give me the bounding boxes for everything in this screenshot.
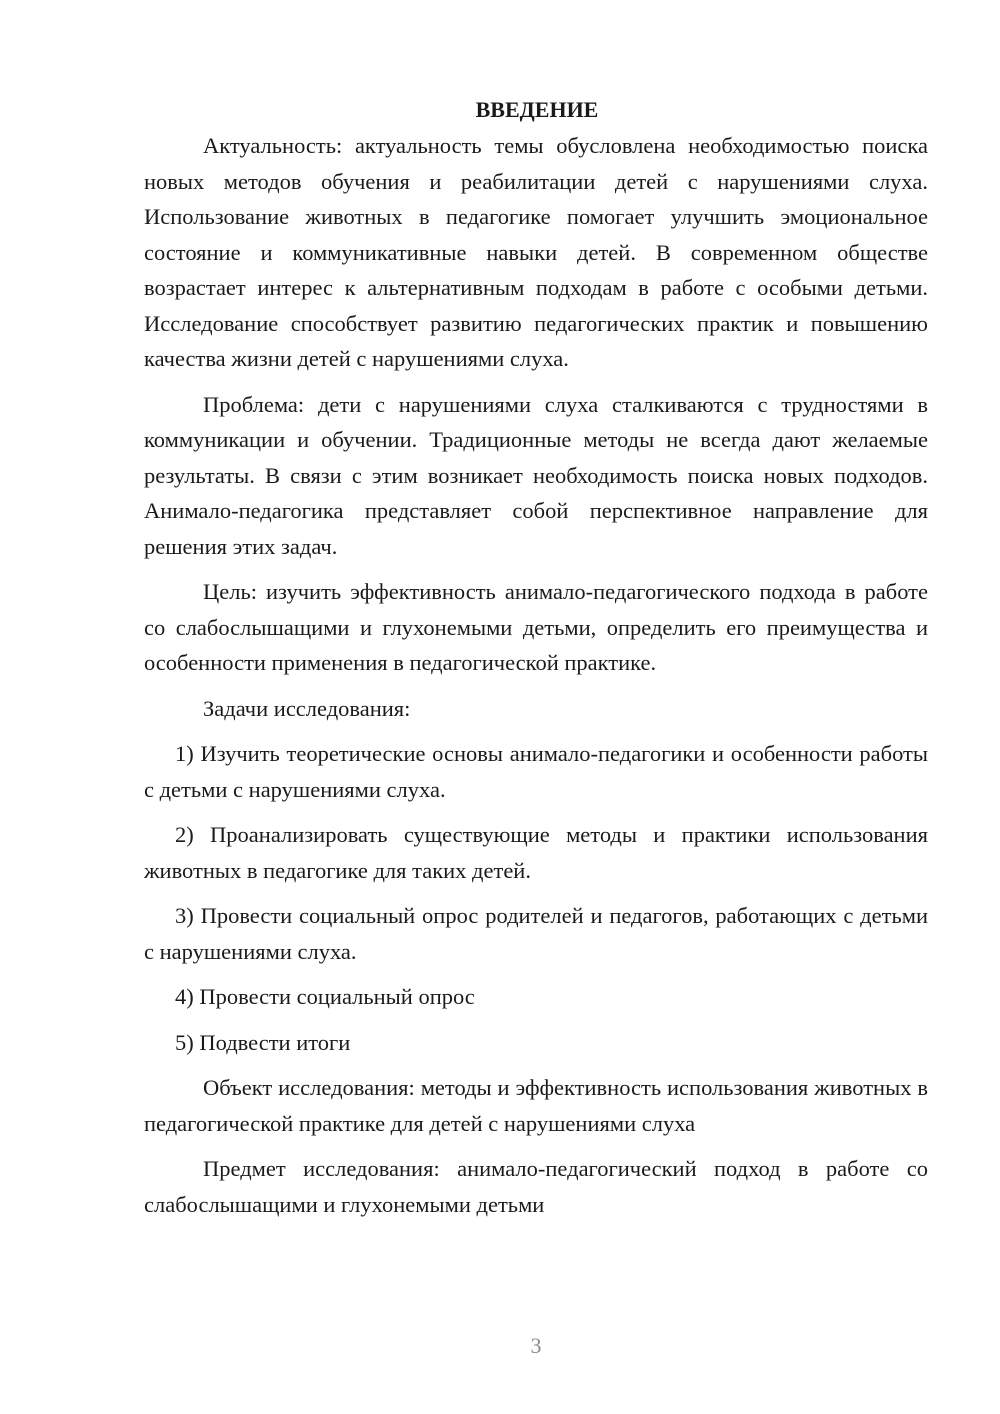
list-item: 5) Подвести итоги (175, 1029, 351, 1055)
list-item: 4) Провести социальный опрос (175, 984, 475, 1009)
tasks-list (144, 736, 928, 1060)
list-item: 1) Изучить теоретические основы анимало-педагогики и особенности работы с детьми с нарушениями слуха. (144, 741, 928, 802)
document-body (144, 92, 928, 1232)
list-item: 2) Проанализировать существующие методы и практики использования животных в педагогике для таких детей. (144, 822, 928, 883)
tasks-title: Задачи исследования: (203, 695, 411, 721)
problem-paragraph: Проблема: дети с нарушениями слуха сталкиваются с трудностями в коммуникации и обучении. Традиционные методы не всегда дают желаемые результаты. В связи с этим возникает необходимость поиска новых подходов. Анимало-педагогика представляет собой перспективное направление для решения этих задач. (144, 391, 928, 559)
relevance-paragraph: Актуальность: актуальность темы обусловлена необходимостью поиска новых методов обучения и реабилитации детей с нарушениями слуха. Использование животных в педагогике помогает улучшить эмоциональное состояние и коммуникативные навыки детей. В современном обществе возрастает интерес к альтернативным подходам в работе с особыми детьми. Исследование способствует развитию педагогических практик и повышению качества жизни детей с нарушениями слуха. (144, 133, 928, 371)
page-number: 3 (530, 1333, 542, 1358)
page-title: ВВЕДЕНИЕ (475, 97, 599, 122)
subject-paragraph: Предмет исследования: анимало-педагогический подход в работе со слабослышащими и глухонемыми детьми (144, 1156, 928, 1217)
object-paragraph: Объект исследования: методы и эффективность использования животных в педагогической практике для детей с нарушениями слуха (144, 1075, 928, 1136)
goal-paragraph: Цель: изучить эффективность анимало-педагогического подхода в работе со слабослышащими и глухонемыми детьми, определить его преимущества и особенности применения в педагогической практике. (144, 579, 928, 675)
list-item: 3) Провести социальный опрос родителей и педагогов, работающих с детьми с нарушениями слуха. (144, 903, 928, 964)
